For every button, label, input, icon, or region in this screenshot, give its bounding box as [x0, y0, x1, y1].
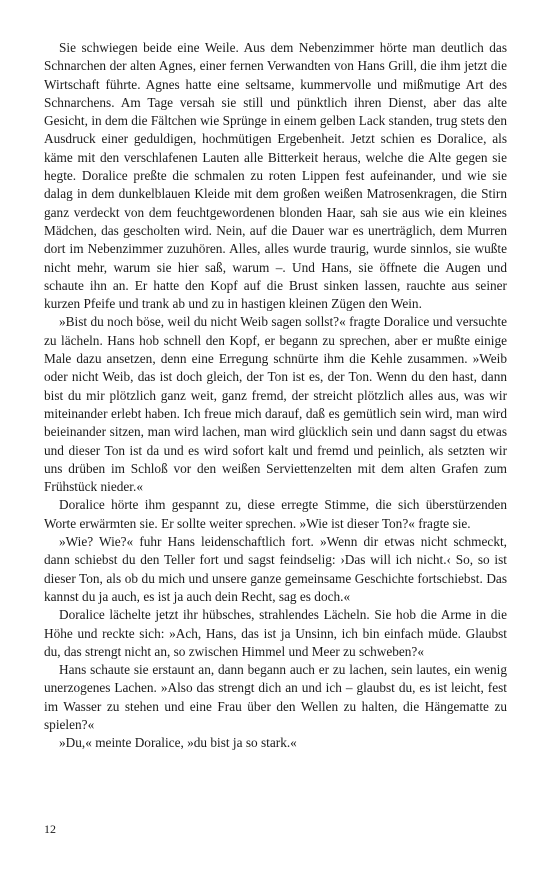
paragraph: Hans schaute sie erstaunt an, dann begann auch er zu lachen, sein lautes, ein wenig unerzogenes Lachen. »Also das strengt dich an und ich – glaubst du, es ist leicht, fest im Wasser zu stehen und eine Frau über den Wellen zu halten, die Hängematte zu spielen?«: [44, 662, 507, 732]
page-number: 12: [44, 822, 56, 836]
paragraph: Doralice hörte ihm gespannt zu, diese erregte Stimme, die sich überstürzenden Worte erwärmten sie. Er sollte weiter sprechen. »Wie ist dieser Ton?« fragte sie.: [44, 497, 507, 531]
body-text: [44, 39, 507, 753]
paragraph: »Bist du noch böse, weil du nicht Weib sagen sollst?« fragte Doralice und versuchte zu lächeln. Hans hob schnell den Kopf, er begann zu sprechen, aber er mußte einige Male dazu ansetzen, denn eine Erregung schnürte ihm die Kehle zusammen. »Weib oder nicht Weib, das ist doch gleich, der Ton ist es, der Ton. Wenn du den hast, dann bist du mir plötzlich ganz weit, ganz fremd, der streicht plötzlich alles aus, was wir miteinander erlebt haben. Ich freue mich darauf, daß es gemütlich sein wird, man wird beieinander sitzen, man wird lachen, man wird glücklich sein und dann sagst du etwas und dieser Ton ist da und es wird sofort kalt und fremd und peinlich, als setzten wir uns drüben im Schloß vor den weißen Serviettenzelten mit dem alten Grafen zum Frühstück nieder.«: [44, 314, 507, 495]
paragraph: »Du,« meinte Doralice, »du bist ja so stark.«: [59, 735, 297, 751]
paragraph: »Wie? Wie?« fuhr Hans leidenschaftlich fort. »Wenn dir etwas nicht schmeckt, dann schiebst du den Teller fort und sagst feindselig: ›Das will ich nicht.‹ So, so ist dieser Ton, als ob du mich und unsere ganze gemeinsame Geschichte fortschiebst. Das kannst du ja auch, es ist ja auch dein Recht, sag es doch.«: [44, 534, 507, 604]
paragraph: Sie schwiegen beide eine Weile. Aus dem Nebenzimmer hörte man deutlich das Schnarchen der alten Agnes, einer fernen Verwandten von Hans Grill, die ihm jetzt die Wirtschaft führte. Agnes hatte eine seltsame, kummervolle und mißmutige Art des Schnarchens. Am Tage versah sie still und pünktlich ihren Dienst, aber das alte Gesicht, in dem die Fältchen wie Sprünge in einem gelben Lack standen, trug stets den Ausdruck einer geduldigen, hochmütigen Ergebenheit. Jetzt schien es Doralice, als käme mit den verschlafenen Lauten alle Bitterkeit heraus, welche die Alte gegen sie hegte. Doralice preßte die schmalen zu roten Lippen fest aufeinander, und wie sie dalag in dem dunkelblauen Kleide mit dem großen weißen Matrosenkragen, die Stirn ganz verdeckt von dem feuchtgewordenen blonden Haar, sah sie aus wie ein kleines Mädchen, das gescholten wird. Nein, auf die Dauer war es unerträglich, dem Murren dort im Nebenzimmer zuzuhören. Alles, alles wurde traurig, wurde sinnlos, sie wußte nicht mehr, warum sie hier saß, warum –. Und Hans, sie öffnete die Augen und schaute ihn an. Er hatte den Kopf auf die Brust sinken lassen, rauchte aus seiner kurzen Pfeife und trank ab und zu in hastigen kleinen Zügen den Wein.: [44, 40, 507, 312]
paragraph: Doralice lächelte jetzt ihr hübsches, strahlendes Lächeln. Sie hob die Arme in die Höhe und reckte sich: »Ach, Hans, das ist ja Unsinn, ich bin einfach müde. Glaubst du, das strengt nicht an, so zwischen Himmel und Meer zu schweben?«: [44, 607, 507, 659]
